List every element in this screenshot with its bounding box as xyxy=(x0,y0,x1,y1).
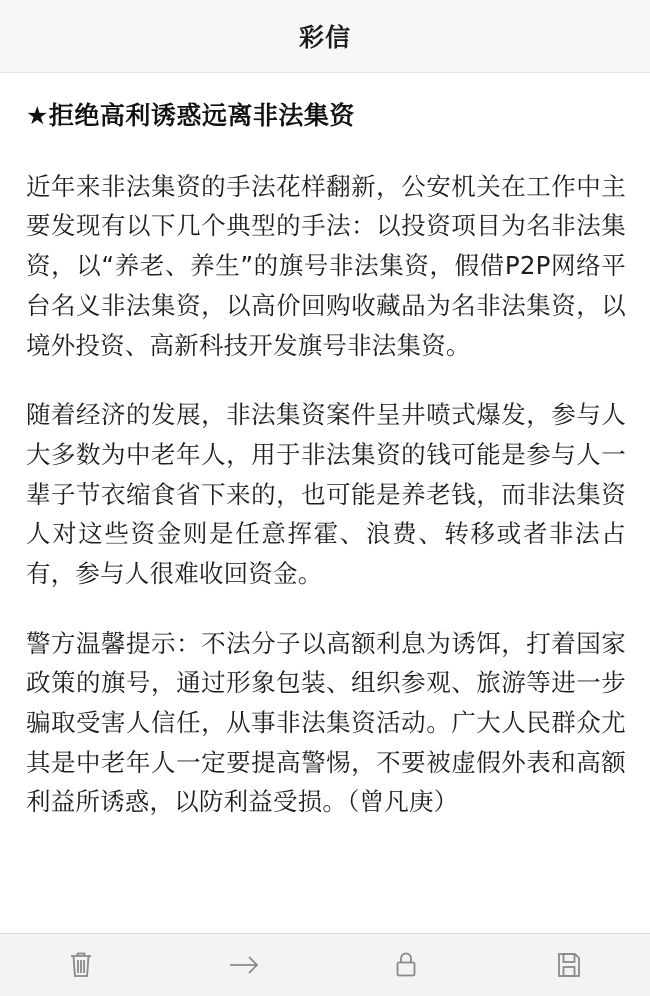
arrow-right-icon xyxy=(224,949,264,981)
delete-button[interactable] xyxy=(0,934,163,996)
bottom-toolbar xyxy=(0,933,650,996)
trash-icon xyxy=(66,949,96,981)
message-title: ★拒绝高利诱惑远离非法集资 xyxy=(26,101,355,130)
forward-button[interactable] xyxy=(163,934,326,996)
floppy-disk-icon xyxy=(555,950,583,980)
lock-button[interactable] xyxy=(325,934,488,996)
message-content xyxy=(0,73,650,933)
message-paragraph: 近年来非法集资的手法花样翻新，公安机关在工作中主要发现有以下几个典型的手法：以投资项目为名非法集资，以“养老、养生”的旗号非法集资，假借P2P网络平台名义非法集资，以高价回购收藏品为名非法集资，以境外投资、高新科技开发旗号非法集资。 xyxy=(26,171,626,360)
app-header xyxy=(0,0,650,73)
save-button[interactable] xyxy=(488,934,650,996)
page-title: 彩信 xyxy=(298,23,351,52)
lock-icon xyxy=(392,949,420,981)
message-paragraph: 随着经济的发展，非法集资案件呈井喷式爆发，参与人大多数为中老年人，用于非法集资的钱可能是参与人一辈子节衣缩食省下来的，也可能是养老钱，而非法集资人对这些资金则是任意挥霍、浪费、转移或者非法占有，参与人很难收回资金。 xyxy=(26,400,626,588)
message-paragraph: 警方温馨提示：不法分子以高额利息为诱饵，打着国家政策的旗号，通过形象包装、组织参观、旅游等进一步骗取受害人信任，从事非法集资活动。广大人民群众尤其是中老年人一定要提高警惕，不要被虚假外表和高额利益所诱惑，以防利益受损。（曾凡庚） xyxy=(26,628,626,817)
